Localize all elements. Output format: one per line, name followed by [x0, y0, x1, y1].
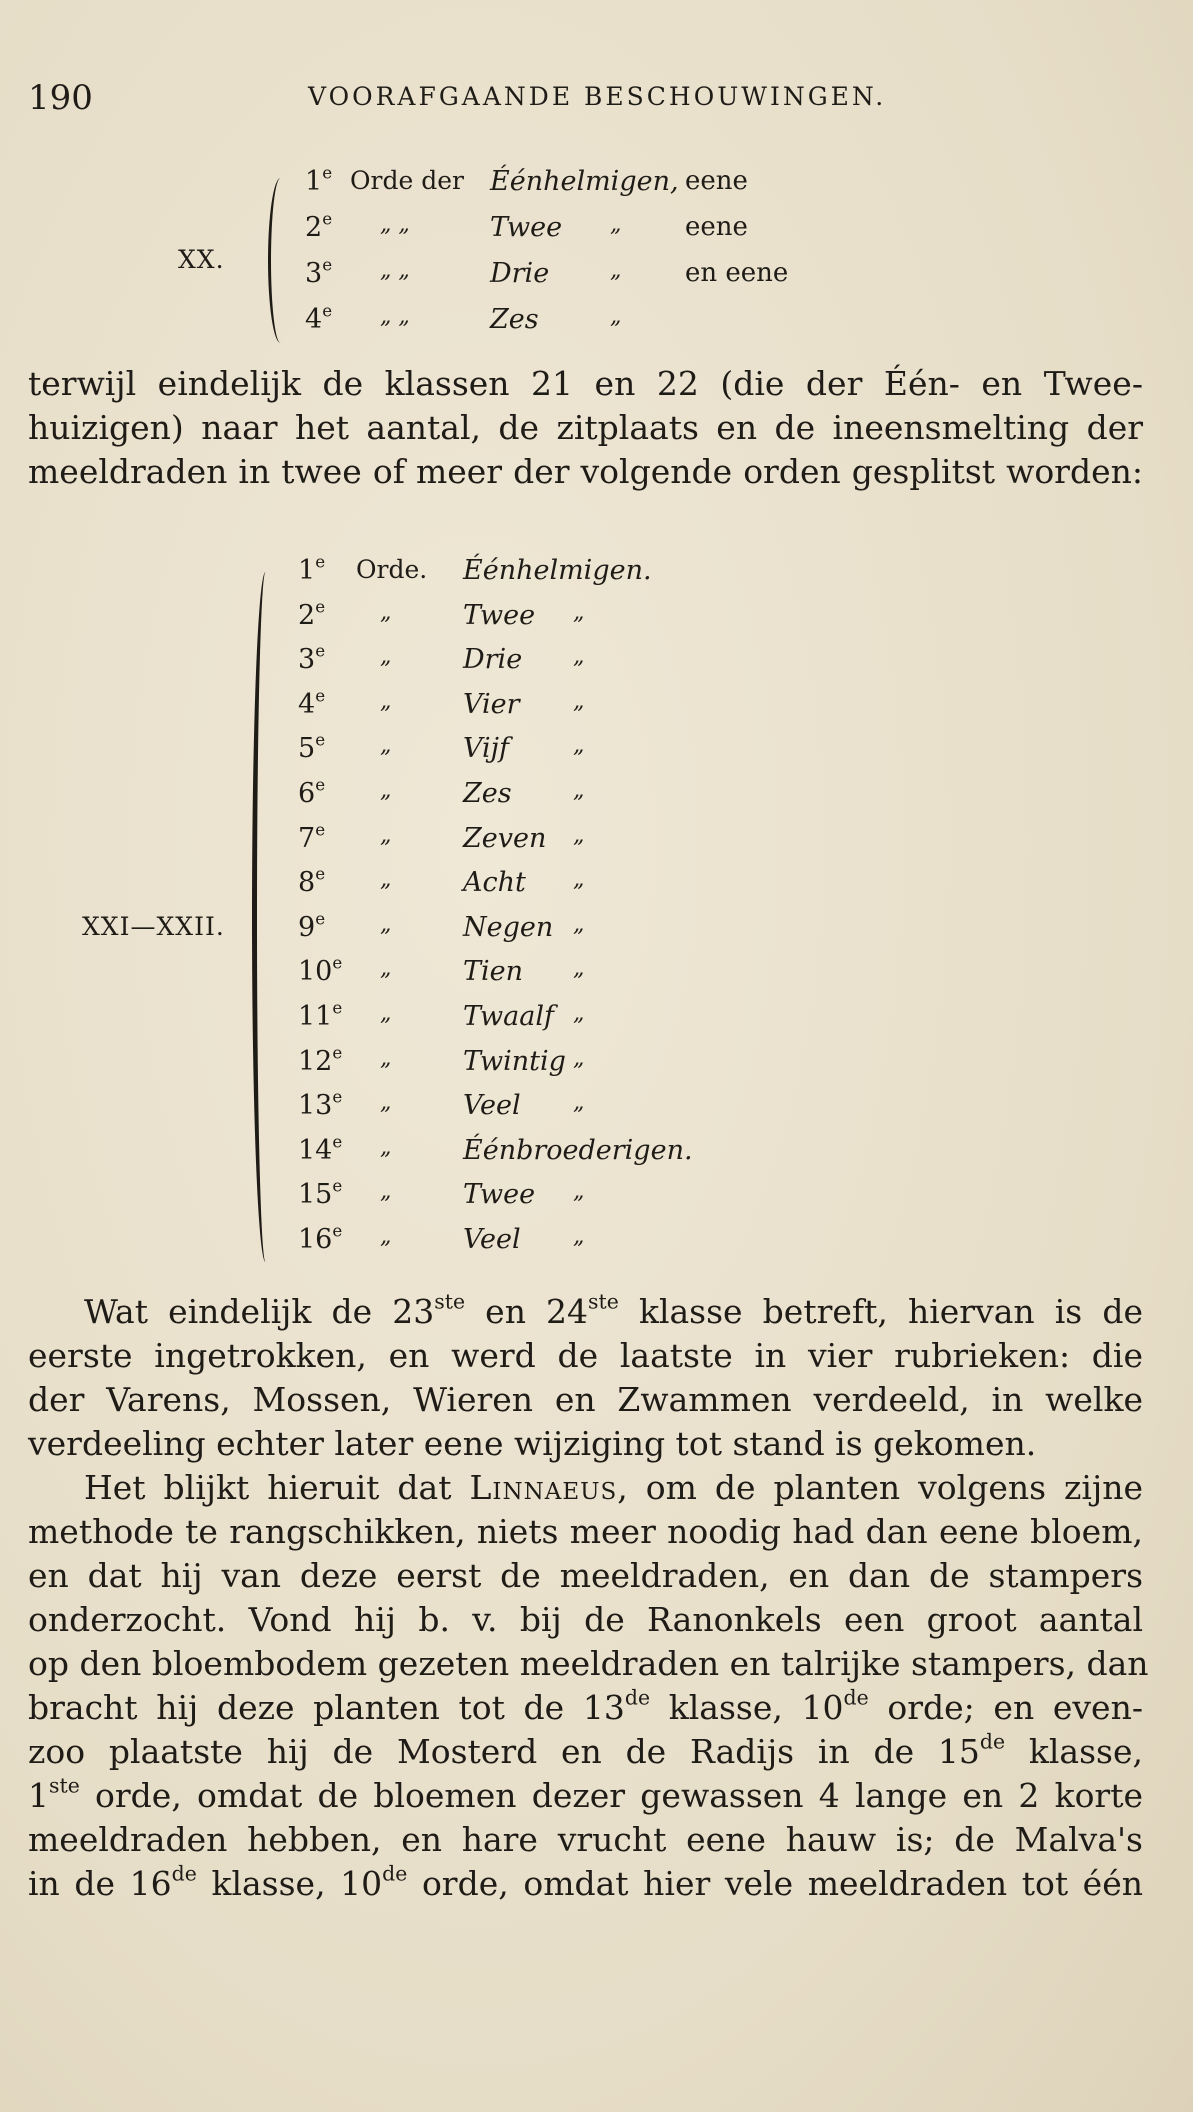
text-line: op den bloembodem gezeten meeldraden en talrijke stampers, dan [28, 1644, 1149, 1683]
text-line: terwijl eindelijk de klassen 21 en 22 (die der Één- en Twee- [28, 364, 1143, 403]
page-number: 190 [28, 78, 93, 118]
running-head: VOORAFGAANDE BESCHOUWINGEN. [308, 82, 887, 111]
text-line: meeldraden in twee of meer der volgende orden gesplitst worden: [28, 452, 1143, 491]
book-page: 190 VOORAFGAANDE BESCHOUWINGEN. XX. 1e Orde der Éénhelmigen, eene 2e „ „ Twee „ eene 3e „ „ Drie „ en eene 4e „ „ Zes „ terwijl eindelijk de klassen 21 en 22 (die der Één- en Twee- huizigen) naar het aantal, de zitplaats en de ineensmelting der meeldraden in twee of meer der volgende orden gesplitst worden: XXI—XXII. 1e Orde. Éénhelmigen. 2e „ Twee „ 3e „ Drie „ 4e „ Vier „ 5e „ Vijf „ 6e „ Zes „ 7e „ Zeven „ 8e „ Acht „ 9e „ Negen „ 10e „ Tien „ 11e „ Twaalf „ 12e „ Twintig „ 13e „ Veel „ 14e „ Éénbroederigen. 15e „ Twee „ 16e „ Veel „ Wat eindelijk de 23ste en 24ste klasse betreft, hiervan is de eerste ingetrokken, en werd de laatste in vier rubrieken: die der Varens, Mossen, Wieren en Zwammen verdeeld, in welke verdeeling echter later eene wijziging tot stand is gekomen. Het blijkt hieruit dat Linnaeus, om de planten volgens zijne methode te rangschikken, niets meer noodig had dan eene bloem, en dat hij van deze eerst de meeldraden, en dan de stampers onderzocht. Vond hij b. v. bij de Ranonkels een groot aantal op den bloembodem gezeten meeldraden en talrijke stampers, dan bracht hij deze planten tot de 13de klasse, 10de orde; en even- zoo plaatste hij de Mosterd en de Radijs in de 15de klasse, 1ste orde, omdat de bloemen dezer gewassen 4 lange en 2 korte meeldraden hebben, en hare vrucht eene hauw is; de Malva's in de 16de klasse, 10de orde, omdat hier vele meeldraden tot één [0, 0, 1193, 2112]
paragraph-classes-23-24 [28, 1290, 1143, 1466]
text-line: der Varens, Mossen, Wieren en Zwammen verdeeld, in welke [28, 1380, 1143, 1419]
paragraph-classes-21-22 [28, 362, 1143, 494]
text-line: verdeeling echter later eene wijziging tot stand is gekomen. [28, 1424, 1037, 1463]
page-header [28, 78, 1148, 128]
text-line: bracht hij deze planten tot de 13de klasse, 10de orde; en even- [28, 1685, 1143, 1727]
text-line: en dat hij van deze eerst de meeldraden, en dan de stampers [28, 1556, 1143, 1595]
group-xxi-xxii-brace [252, 572, 279, 1262]
author-name: Linnaeus [469, 1468, 618, 1507]
paragraph-linnaeus [28, 1466, 1149, 1906]
group-xx-label: XX. [178, 245, 225, 274]
group-xx-brace [268, 178, 293, 343]
text-line: huizigen) naar het aantal, de zitplaats en de ineensmelting der [28, 408, 1143, 447]
text-line: onderzocht. Vond hij b. v. bij de Ranonkels een groot aantal [28, 1600, 1143, 1639]
text-line: Het blijkt hieruit dat Linnaeus, om de planten volgens zijne [84, 1468, 1143, 1507]
text-line: methode te rangschikken, niets meer noodig had dan eene bloem, [28, 1512, 1143, 1551]
text-line: Wat eindelijk de 23ste en 24ste klasse betreft, hiervan is de [84, 1289, 1143, 1331]
text-line: in de 16de klasse, 10de orde, omdat hier vele meeldraden tot één [28, 1861, 1143, 1903]
group-xxi-xxii-label: XXI—XXII. [82, 912, 225, 941]
text-line: zoo plaatste hij de Mosterd en de Radijs in de 15de klasse, [28, 1729, 1143, 1771]
text-line: 1ste orde, omdat de bloemen dezer gewassen 4 lange en 2 korte [28, 1773, 1143, 1815]
text-line: meeldraden hebben, en hare vrucht eene hauw is; de Malva's [28, 1820, 1143, 1859]
text-line: eerste ingetrokken, en werd de laatste in vier rubrieken: die [28, 1336, 1143, 1375]
